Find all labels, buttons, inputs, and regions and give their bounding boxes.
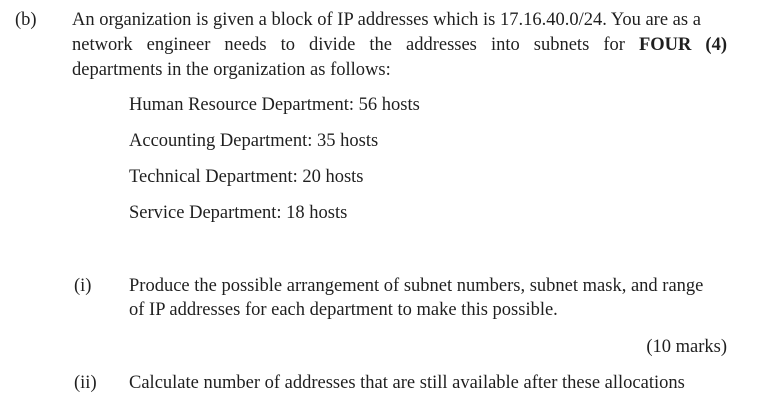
part-label: (b) xyxy=(15,10,37,30)
sub-question-i-line-1: Produce the possible arrangement of subnet numbers, subnet mask, and range xyxy=(129,276,704,296)
intro-line-2-text: network engineer needs to divide the addresses into subnets for xyxy=(72,35,639,55)
sub-question-label-ii: (ii) xyxy=(74,373,97,393)
department-item-accounting: Accounting Department: 35 hosts xyxy=(129,131,379,151)
intro-line-1: An organization is given a block of IP addresses which is 17.16.40.0/24. You are as a xyxy=(72,10,701,30)
department-item-technical: Technical Department: 20 hosts xyxy=(129,167,364,187)
sub-question-ii-line-1: Calculate number of addresses that are still available after these allocations xyxy=(129,373,685,393)
intro-line-2 xyxy=(72,35,727,56)
department-item-human-resource: Human Resource Department: 56 hosts xyxy=(129,95,420,115)
count-emphasis: FOUR (4) xyxy=(638,35,728,55)
sub-question-label-i: (i) xyxy=(74,276,92,296)
department-item-service: Service Department: 18 hosts xyxy=(129,203,348,223)
marks-label: (10 marks) xyxy=(646,337,727,357)
sub-question-i-line-2: of IP addresses for each department to make this possible. xyxy=(129,300,558,320)
intro-line-3: departments in the organization as follows: xyxy=(72,60,391,80)
